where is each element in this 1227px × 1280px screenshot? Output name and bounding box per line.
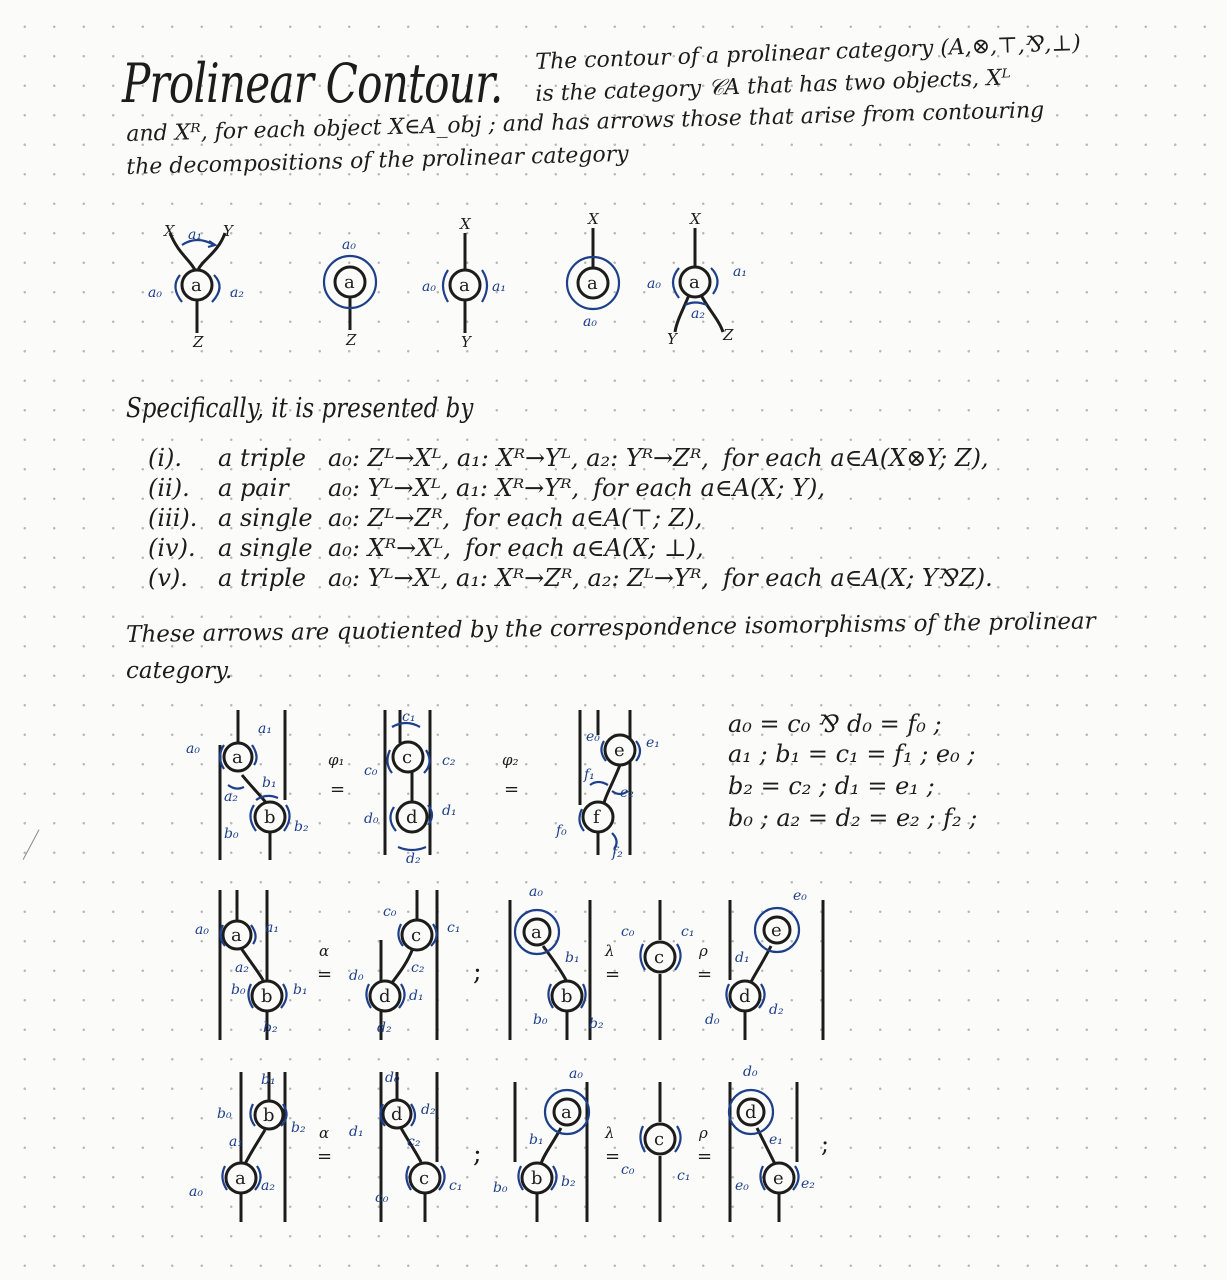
svg-text:a₂: a₂ xyxy=(235,960,249,976)
unitor-mid-c xyxy=(621,900,694,1040)
svg-text:d: d xyxy=(406,807,418,828)
associator-row-1 xyxy=(185,880,835,1055)
assoc2-left-ba xyxy=(189,1072,306,1222)
wire-label-x: X xyxy=(460,215,471,233)
arc-label-a1: a₁ xyxy=(492,279,506,295)
contour-diagram-unit xyxy=(310,235,390,350)
unitor2-left-ba xyxy=(493,1066,589,1222)
svg-text:d₂: d₂ xyxy=(421,1102,436,1118)
svg-text:b₂: b₂ xyxy=(561,1174,576,1190)
svg-text:c₁: c₁ xyxy=(449,1178,463,1194)
svg-text:f₂: f₂ xyxy=(612,845,623,861)
svg-text:b: b xyxy=(531,1168,543,1189)
svg-text:d: d xyxy=(379,986,391,1007)
svg-text:d₀: d₀ xyxy=(385,1070,400,1086)
svg-text:c: c xyxy=(411,925,422,946)
svg-text:a: a xyxy=(232,747,243,768)
contour-diagram-triple-par xyxy=(645,210,765,348)
arc-label-a2: a₂ xyxy=(230,285,244,301)
svg-text:c₁: c₁ xyxy=(681,924,695,940)
svg-text:d₁: d₁ xyxy=(349,1124,364,1140)
svg-text:d₁: d₁ xyxy=(442,803,457,819)
equation-1: a₀ = c₀ ⅋ d₀ = f₀ ; xyxy=(728,710,942,738)
svg-text:d₀: d₀ xyxy=(743,1064,758,1080)
wire-label-x: X xyxy=(588,210,599,228)
svg-text:b₂: b₂ xyxy=(291,1120,306,1136)
page-title: Prolinear Contour. xyxy=(122,52,503,115)
svg-text:a₂: a₂ xyxy=(224,789,238,805)
wire-label-z: Z xyxy=(723,326,734,344)
svg-text:b₀: b₀ xyxy=(217,1106,232,1122)
stray-pencil-mark xyxy=(23,829,49,864)
svg-text:a₀: a₀ xyxy=(189,1184,203,1200)
quotient-line-1: These arrows are quotiented by the correspondence isomorphisms of the prolinear xyxy=(126,608,1096,648)
svg-text:e₂: e₂ xyxy=(620,785,634,801)
svg-text:a₀: a₀ xyxy=(569,1066,583,1082)
unitor2-right-de xyxy=(729,1064,815,1222)
unitor-left-ab xyxy=(510,884,604,1040)
node-label: a xyxy=(344,272,355,293)
svg-text:a₁: a₁ xyxy=(229,1134,243,1150)
svg-text:d₀: d₀ xyxy=(364,811,379,827)
svg-text:a: a xyxy=(235,1168,246,1189)
svg-text:a₂: a₂ xyxy=(261,1178,275,1194)
svg-text:c: c xyxy=(654,1129,665,1150)
wire-label-z: Z xyxy=(193,333,204,351)
equals-sign: = xyxy=(504,779,520,800)
svg-text:c₂: c₂ xyxy=(442,753,456,769)
svg-text:a: a xyxy=(561,1102,572,1123)
contour-diagram-triple-tensor xyxy=(130,205,260,350)
assoc-right-cd xyxy=(349,890,460,1040)
svg-text:d₀: d₀ xyxy=(705,1012,720,1028)
equation-4: b₀ ; a₂ = d₂ = e₂ ; f₂ ; xyxy=(728,804,978,832)
svg-text:a₁: a₁ xyxy=(258,721,272,737)
svg-text:b₀: b₀ xyxy=(224,826,239,842)
arc-label-a0: a₀ xyxy=(342,237,356,253)
alpha-symbol: α xyxy=(319,1124,330,1142)
presentation-row-v: (v). a triple a₀: Yᴸ→Xᴸ, a₁: Xᴿ→Zᴿ, a₂: Zᴸ→Yᴿ, for each a∈A(X; Y⅋Z). xyxy=(148,564,993,592)
svg-text:c₂: c₂ xyxy=(411,960,425,976)
svg-text:f: f xyxy=(593,807,600,828)
correspondence-diagram xyxy=(180,705,720,870)
svg-text:e₂: e₂ xyxy=(801,1176,815,1192)
svg-text:e: e xyxy=(614,740,625,761)
svg-text:b₂: b₂ xyxy=(589,1016,604,1032)
svg-text:e₁: e₁ xyxy=(646,735,660,751)
intro-line-3: and Xᴿ, for each object X∈A_obj ; and has arrows those that arise from contouring xyxy=(126,97,1045,147)
contour-diagram-pair xyxy=(420,215,530,350)
svg-text:b₁: b₁ xyxy=(565,950,580,966)
equals-sign: = xyxy=(330,779,346,800)
svg-text:e₀: e₀ xyxy=(586,729,600,745)
unitor2-mid-c xyxy=(621,1082,690,1222)
presentation-row-ii: (ii). a pair a₀: Yᴸ→Xᴸ, a₁: Xᴿ→Yᴿ, for each a∈A(X; Y), xyxy=(148,474,825,502)
svg-text:c₀: c₀ xyxy=(383,904,397,920)
svg-text:c: c xyxy=(419,1168,430,1189)
svg-text:a₀: a₀ xyxy=(186,741,200,757)
svg-text:e: e xyxy=(771,920,782,941)
unitor-right-de xyxy=(705,888,823,1040)
wire-label-z: Z xyxy=(346,331,357,349)
equals-sign: = xyxy=(697,964,713,985)
equals-sign: = xyxy=(317,1146,333,1167)
svg-text:e₀: e₀ xyxy=(735,1178,749,1194)
quotient-line-2: category. xyxy=(126,658,233,684)
svg-text:d: d xyxy=(739,986,751,1007)
arc-label-a0: a₀ xyxy=(148,285,162,301)
svg-text:d₂: d₂ xyxy=(769,1002,784,1018)
svg-text:e₁: e₁ xyxy=(769,1132,783,1148)
node-label: a xyxy=(459,275,470,296)
wire-label-y: Y xyxy=(223,222,233,240)
equals-sign: = xyxy=(605,964,621,985)
alpha-symbol: α xyxy=(319,942,330,960)
node-label: a xyxy=(587,273,598,294)
svg-text:b₁: b₁ xyxy=(262,775,277,791)
arc-label-a0: a₀ xyxy=(647,276,661,292)
separator: ; xyxy=(473,957,482,987)
svg-text:b: b xyxy=(263,1105,275,1126)
arc-label-a0: a₀ xyxy=(422,279,436,295)
rho-symbol: ρ xyxy=(699,942,708,960)
separator: ; xyxy=(821,1130,830,1158)
presentation-row-iii: (iii). a single a₀: Zᴸ→Zᴿ, for each a∈A(⊤; Z), xyxy=(148,504,703,532)
svg-text:c₁: c₁ xyxy=(677,1168,691,1184)
associator-row-2 xyxy=(185,1062,835,1237)
svg-text:f₁: f₁ xyxy=(584,767,595,783)
svg-text:c: c xyxy=(654,947,665,968)
svg-text:b₁: b₁ xyxy=(261,1072,276,1088)
presentation-intro: Specifically, it is presented by xyxy=(126,393,474,424)
svg-text:c₁: c₁ xyxy=(447,920,461,936)
svg-text:d: d xyxy=(391,1104,403,1125)
corr-diagram-ef xyxy=(555,710,660,861)
svg-text:d₂: d₂ xyxy=(406,851,421,867)
svg-text:d: d xyxy=(745,1102,757,1123)
equals-sign: = xyxy=(697,1146,713,1167)
svg-text:b: b xyxy=(561,986,573,1007)
svg-text:e₀: e₀ xyxy=(793,888,807,904)
svg-text:a₀: a₀ xyxy=(195,922,209,938)
lambda-symbol: λ xyxy=(605,1124,615,1142)
svg-text:d₂: d₂ xyxy=(377,1020,392,1036)
lambda-symbol: λ xyxy=(605,942,615,960)
svg-text:d₁: d₁ xyxy=(735,950,750,966)
svg-text:c₀: c₀ xyxy=(621,924,635,940)
wire-label-x: X xyxy=(690,210,701,228)
svg-text:d₁: d₁ xyxy=(409,988,424,1004)
arc-label-a1: a₁ xyxy=(733,264,747,280)
svg-text:b₀: b₀ xyxy=(533,1012,548,1028)
svg-text:b₂: b₂ xyxy=(294,819,309,835)
svg-text:b: b xyxy=(264,807,276,828)
equation-3: b₂ = c₂ ; d₁ = e₁ ; xyxy=(728,772,935,800)
assoc2-right-dc xyxy=(349,1070,462,1222)
svg-text:f₀: f₀ xyxy=(556,823,567,839)
svg-text:b₁: b₁ xyxy=(293,982,308,998)
node-label: a xyxy=(191,275,202,296)
svg-text:b: b xyxy=(261,986,273,1007)
wire-label-y: Y xyxy=(461,333,471,351)
svg-text:a: a xyxy=(231,925,242,946)
svg-text:b₂: b₂ xyxy=(263,1020,278,1036)
equals-sign: = xyxy=(317,964,333,985)
svg-text:e: e xyxy=(773,1168,784,1189)
node-label: a xyxy=(689,272,700,293)
corr-diagram-ab xyxy=(186,710,309,860)
contour-diagram-counit xyxy=(555,210,635,335)
wire-label-x: X xyxy=(164,222,175,240)
svg-text:a₀: a₀ xyxy=(529,884,543,900)
equation-2: a₁ ; b₁ = c₁ = f₁ ; e₀ ; xyxy=(728,740,976,768)
presentation-row-iv: (iv). a single a₀: Xᴿ→Xᴸ, for each a∈A(X; ⊥), xyxy=(148,534,704,562)
arc-label-a1: a₁ xyxy=(188,227,202,243)
phi2-label: φ₂ xyxy=(502,751,519,769)
svg-text:b₀: b₀ xyxy=(231,982,246,998)
svg-text:b₁: b₁ xyxy=(529,1132,544,1148)
rho-symbol: ρ xyxy=(699,1124,708,1142)
equals-sign: = xyxy=(605,1146,621,1167)
svg-text:a₁: a₁ xyxy=(265,920,279,936)
svg-text:c₀: c₀ xyxy=(375,1190,389,1206)
svg-text:d₀: d₀ xyxy=(349,968,364,984)
intro-line-2: is the category 𝒞A that has two objects, Xᴸ xyxy=(535,65,1012,107)
separator: ; xyxy=(473,1139,482,1169)
intro-line-4: the decompositions of the prolinear category xyxy=(126,141,629,180)
svg-text:c₂: c₂ xyxy=(407,1134,421,1150)
intro-line-1: The contour of a prolinear category (A,⊗,⊤,⅋,⊥) xyxy=(535,30,1082,75)
svg-text:c: c xyxy=(402,747,413,768)
svg-text:a: a xyxy=(531,922,542,943)
arc-label-a2: a₂ xyxy=(691,306,705,322)
svg-text:c₀: c₀ xyxy=(364,763,378,779)
phi1-label: φ₁ xyxy=(328,751,345,769)
corr-diagram-cd xyxy=(364,709,457,867)
svg-text:b₀: b₀ xyxy=(493,1180,508,1196)
presentation-row-i: (i). a triple a₀: Zᴸ→Xᴸ, a₁: Xᴿ→Yᴸ, a₂: Yᴿ→Zᴿ, for each a∈A(X⊗Y; Z), xyxy=(148,444,989,472)
svg-text:c₀: c₀ xyxy=(621,1162,635,1178)
arc-label-a0: a₀ xyxy=(583,314,597,330)
wire-label-y: Y xyxy=(667,330,677,348)
assoc-left-ab xyxy=(195,890,308,1040)
svg-text:c₁: c₁ xyxy=(402,709,416,725)
